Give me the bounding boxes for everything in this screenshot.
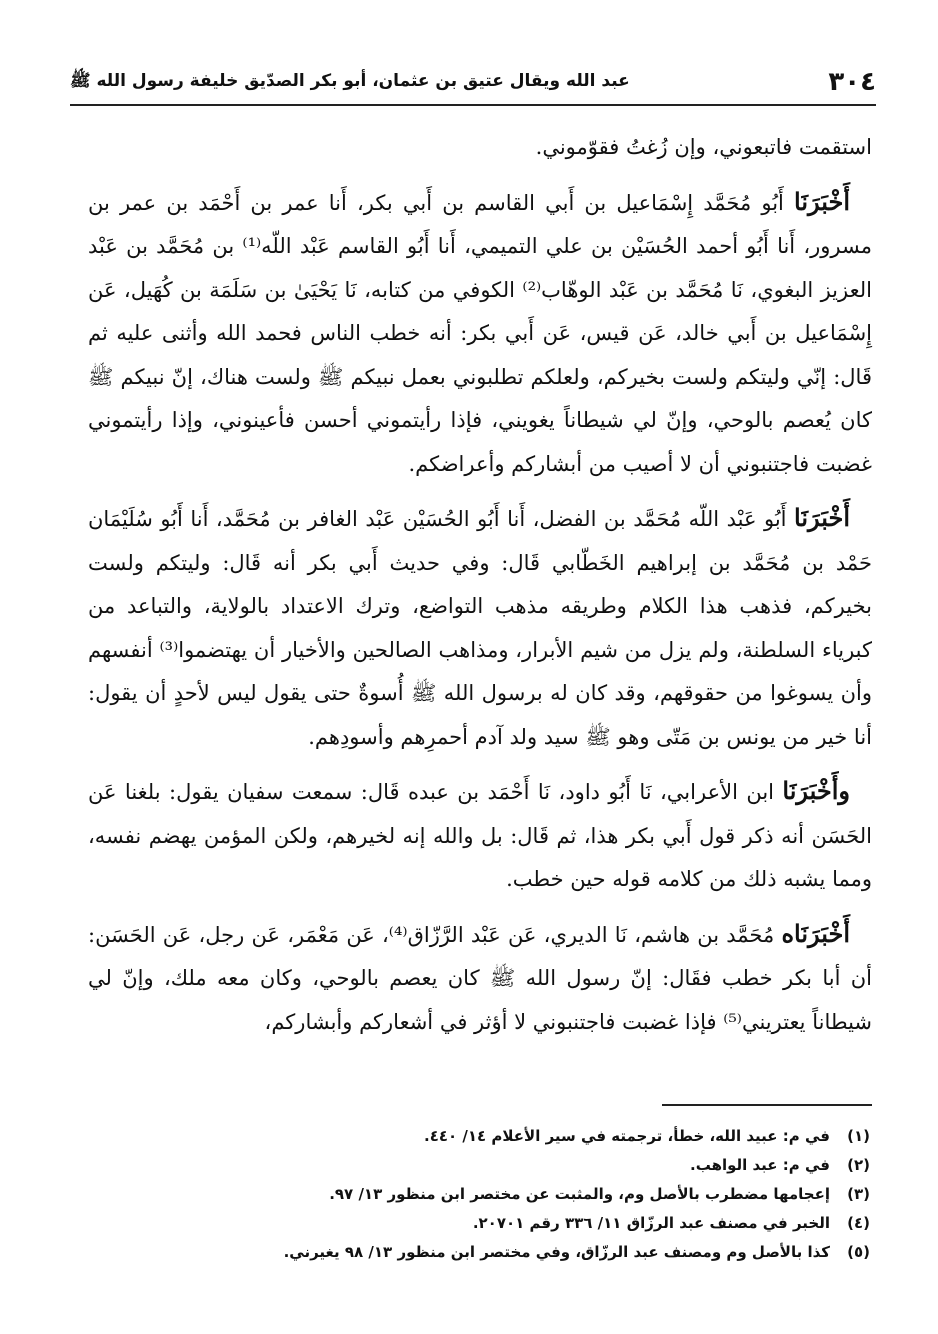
paragraph-text: ابن الأعرابي، نَا أَبُو داود، نَا أَحْمَد بن عبده قَال: سمعت سفيان يقول: بلغنا عَن الحَسَن أنه ذكر قول أَبي بكر هذا، ثم قَال: بل والله إنه لخيرهم، ولكن المؤمن يهضم نفسه، ومما يشبه ذلك من كلامه قوله حين خطب. <box>88 780 872 891</box>
paragraph-lead-word: أَخْبَرَنَا <box>794 503 850 532</box>
footnote-text: في م: عبيد الله، خطأ، ترجمته في سير الأعلام ١٤/ ٤٤٠. <box>424 1127 830 1145</box>
paragraph-lead-word: أَخْبَرَنَاه <box>781 918 851 948</box>
paragraph-lead-word: وأَخْبَرَنَا <box>782 776 850 805</box>
footnote-rule <box>662 1104 872 1106</box>
page-number: ٣٠٤ <box>828 67 876 97</box>
footnote-number: (٥) <box>847 1243 870 1261</box>
footnote <box>100 1180 870 1209</box>
footnote-text: الخبر في مصنف عبد الرزّاق ١١/ ٣٣٦ رقم ٢٠٧٠١. <box>472 1214 830 1232</box>
footnotes <box>100 1122 870 1267</box>
footnote <box>100 1122 870 1151</box>
footnote-text: كذا بالأصل وم ومصنف عبد الرزّاق، وفي مختصر ابن منظور ١٣/ ٩٨ يغيرني. <box>283 1243 830 1261</box>
paragraph <box>88 912 872 1045</box>
header-rule <box>70 104 876 106</box>
footnote <box>100 1151 870 1180</box>
footnote <box>100 1238 870 1267</box>
paragraph <box>88 126 872 170</box>
footnote-number: (٤) <box>847 1214 870 1232</box>
footnote-number: (٢) <box>847 1156 870 1174</box>
paragraph <box>88 180 872 487</box>
footnote-number: (٣) <box>847 1185 870 1203</box>
footnote <box>100 1209 870 1238</box>
page-header <box>70 62 876 102</box>
paragraph-text: أَبُو مُحَمَّد إِسْمَاعيل بن أَبي القاسم بن أَبي بكر، أَنا عمر بن أَحْمَد بن عمر بن مسرور، أَنا أَبُو أحمد الحُسَيْن بن علي التميمي، أَنا أَبُو القاسم عَبْد اللّه⁽¹⁾ بن مُحَمَّد بن عَبْد العزيز البغوي، نَا مُحَمَّد بن عَبْد الوهّاب⁽²⁾ الكوفي من كتابه، نَا يَحْيَىٰ بن سَلَمَة بن كُهَيل، عَن إِسْمَاعيل بن أَبي خالد، عَن قيس، عَن أَبي بكر: أنه خطب الناس فحمد الله وأثنى عليه ثم قَال: إنّي وليتكم ولست بخيركم، ولعلكم تطلبوني بعمل نبيكم ﷺ ولست هناك، إنّ نبيكم ﷺ كان يُعصم بالوحي، وإنّ لي شيطاناً يغويني، فإذا رأيتموني أحسن فأعينوني، وإذا رأيتموني غضبت فاجتنبوني أن لا أصيب من أبشاركم وأعراضكم. <box>88 190 872 476</box>
footnote-text: في م: عبد الواهب. <box>690 1156 830 1174</box>
footnote-text: إعجامها مضطرب بالأصل وم، والمثبت عن مختصر ابن منظور ١٣/ ٩٧. <box>329 1185 830 1203</box>
main-text <box>88 126 872 1054</box>
paragraph-text: مُحَمَّد بن هاشم، نَا الديري، عَن عَبْد الرَّزّاق⁽⁴⁾، عَن مَعْمَر، عَن رجل، عَن الحَسَن: أن أبا بكر خطب فقَال: إنّ رسول الله ﷺ كان يعصم بالوحي، وكان معه ملك، وإنّ لي شيطاناً يعتريني⁽⁵⁾ فإذا غضبت فاجتنبوني لا أؤثر في أشعاركم وأبشاركم، <box>88 922 872 1034</box>
paragraph <box>88 496 872 759</box>
footnote-number: (١) <box>847 1127 870 1145</box>
paragraph-lead-word: أَخْبَرَنَا <box>794 186 850 216</box>
paragraph-text: استقمت فاتبعوني، وإن زُغتُ فقوّموني. <box>535 135 872 159</box>
paragraph <box>88 769 872 902</box>
running-title: عبد الله ويقال عتيق بن عثمان، أبو بكر الصدّيق خليفة رسول الله ﷺ <box>70 70 630 91</box>
paragraph-text: أَبُو عَبْد اللّه مُحَمَّد بن الفضل، أَنا أَبُو الحُسَيْن عَبْد الغافر بن مُحَمَّد، أَنا أَبُو سُلَيْمَان حَمْد بن مُحَمَّد بن إبراهيم الخَطّابي قَال: وفي حديث أَبي بكر أنه قَال: وليتكم ولست بخيركم، فذهب هذا الكلام وطريقه مذهب التواضع، وترك الاعتداد بالولاية، والتباعد من كبرياء السلطنة، ولم يزل من شيم الأبرار، ومذاهب الصالحين والأخيار أن يهتضموا⁽³⁾ أنفسهم وأن يسوغوا من حقوقهم، وقد كان له برسول الله ﷺ أُسوةٌ حتى يقول ليس لأحدٍ أن يقول: أنا خير من يونس بن مَتّى وهو ﷺ سيد ولد آدم أحمرِهم وأسودِهم. <box>88 507 872 749</box>
